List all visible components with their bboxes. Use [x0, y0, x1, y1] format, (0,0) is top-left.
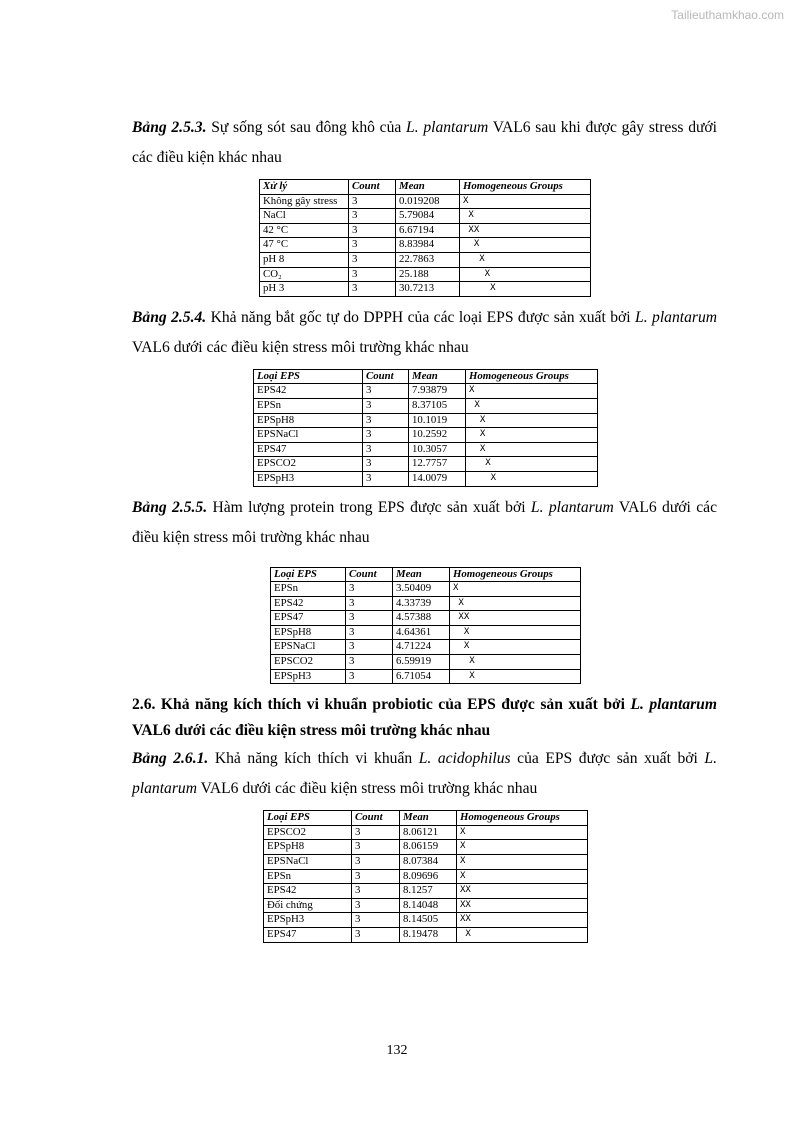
cell-hg: X: [450, 640, 581, 655]
cell-count: 3: [352, 898, 400, 913]
cell-hg: X: [466, 457, 598, 472]
cell-count: 3: [346, 669, 393, 684]
table-row: [254, 384, 598, 399]
cell-name: 47 °C: [260, 238, 349, 253]
cell-count: 3: [352, 869, 400, 884]
table-row: [260, 223, 591, 238]
cell-hg: X: [450, 669, 581, 684]
cell-name: EPSpH3: [264, 913, 352, 928]
cell-hg: X: [460, 252, 591, 267]
cell-count: 3: [346, 611, 393, 626]
cell-name: pH 3: [260, 282, 349, 297]
cell-hg: X: [450, 655, 581, 670]
cell-hg: X: [457, 840, 588, 855]
cell-hg: X: [457, 855, 588, 870]
cell-hg: X: [450, 596, 581, 611]
cell-hg: X: [450, 625, 581, 640]
cell-mean: 3.50409: [393, 582, 450, 597]
cell-hg: XX: [457, 913, 588, 928]
cell-hg: XX: [460, 223, 591, 238]
table-row: [271, 596, 581, 611]
caption-table-2-5-5: Bảng 2.5.5. Hàm lượng protein trong EPS được sản xuất bởi L. plantarum VAL6 dưới các điều kiện stress môi trường khác nhau: [132, 498, 717, 546]
cell-count: 3: [352, 840, 400, 855]
cell-hg: X: [466, 428, 598, 443]
cell-count: 3: [363, 428, 409, 443]
cell-name: EPSNaCl: [254, 428, 363, 443]
cell-mean: 12.7757: [409, 457, 466, 472]
cell-mean: 8.06121: [400, 825, 457, 840]
cell-hg: X: [457, 928, 588, 943]
table-header-row: Loại EPS Count Mean Homogeneous Groups: [254, 369, 598, 384]
cell-hg: X: [457, 869, 588, 884]
cell-mean: 8.07384: [400, 855, 457, 870]
cell-name: NaCl: [260, 209, 349, 224]
table-header-row: Loại EPS Count Mean Homogeneous Groups: [271, 567, 581, 582]
cell-count: 3: [349, 238, 396, 253]
section-heading-2-6: 2.6. Khả năng kích thích vi khuẩn probiotic của EPS được sản xuất bởi L. plantarum VAL6 dưới các điều kiện stress môi trường khác nhau: [132, 696, 717, 740]
table-row: [271, 640, 581, 655]
cell-count: 3: [349, 267, 396, 282]
table-row: [260, 209, 591, 224]
cell-count: 3: [363, 442, 409, 457]
cell-name: 42 °C: [260, 223, 349, 238]
cell-hg: X: [466, 413, 598, 428]
cell-hg: X: [466, 471, 598, 486]
cell-mean: 22.7863: [396, 252, 460, 267]
table-header-row: Loại EPS Count Mean Homogeneous Groups: [264, 811, 588, 826]
cell-name: EPSCO2: [254, 457, 363, 472]
cell-mean: 14.0079: [409, 471, 466, 486]
table-row: [264, 869, 588, 884]
cell-hg: X: [466, 384, 598, 399]
cell-mean: 4.57388: [393, 611, 450, 626]
cell-count: 3: [363, 471, 409, 486]
table-row: [260, 238, 591, 253]
cell-hg: XX: [450, 611, 581, 626]
cell-name: EPSNaCl: [264, 855, 352, 870]
cell-mean: 5.79084: [396, 209, 460, 224]
table-2-5-3: [259, 179, 591, 297]
cell-name: EPS42: [271, 596, 346, 611]
cell-name: EPS42: [254, 384, 363, 399]
table-row: [260, 267, 591, 282]
table-2-5-4: [253, 369, 598, 487]
table-row: [264, 898, 588, 913]
page-content: [132, 113, 717, 949]
table-row: [264, 840, 588, 855]
cell-hg: XX: [457, 884, 588, 899]
cell-name: EPSpH8: [254, 413, 363, 428]
table-row: [260, 282, 591, 297]
table-2-5-5: [270, 567, 581, 685]
cell-name: EPSpH3: [254, 471, 363, 486]
cell-name: EPSn: [264, 869, 352, 884]
cell-mean: 10.2592: [409, 428, 466, 443]
cell-mean: 6.67194: [396, 223, 460, 238]
cell-mean: 4.71224: [393, 640, 450, 655]
cell-mean: 25.188: [396, 267, 460, 282]
cell-name: EPSpH3: [271, 669, 346, 684]
cell-name: EPS47: [271, 611, 346, 626]
table-row: [264, 913, 588, 928]
table-row: [264, 884, 588, 899]
cell-name: EPSpH8: [271, 625, 346, 640]
cell-count: 3: [352, 884, 400, 899]
table-row: [271, 625, 581, 640]
cell-hg: X: [466, 442, 598, 457]
cell-name: EPS47: [264, 928, 352, 943]
cell-mean: 4.64361: [393, 625, 450, 640]
page-number: 132: [386, 1043, 408, 1058]
cell-count: 3: [349, 194, 396, 209]
cell-mean: 8.1257: [400, 884, 457, 899]
caption-table-2-6-1: Bảng 2.6.1. Khả năng kích thích vi khuẩn L. acidophilus của EPS được sản xuất bởi L. plantarum VAL6 dưới các điều kiện stress môi trường khác nhau: [132, 750, 717, 798]
cell-hg: X: [460, 282, 591, 297]
cell-count: 3: [349, 209, 396, 224]
cell-mean: 8.09696: [400, 869, 457, 884]
cell-name: EPSNaCl: [271, 640, 346, 655]
table-row: [254, 413, 598, 428]
caption-table-2-5-4: Bảng 2.5.4. Khả năng bắt gốc tự do DPPH của các loại EPS được sản xuất bởi L. plantarum VAL6 dưới các điều kiện stress môi trường khác nhau: [132, 308, 717, 356]
table-header-row: Xử lý Count Mean Homogeneous Groups: [260, 180, 591, 195]
cell-count: 3: [349, 252, 396, 267]
cell-mean: 8.37105: [409, 398, 466, 413]
cell-count: 3: [363, 457, 409, 472]
table-row: [254, 442, 598, 457]
cell-mean: 10.3057: [409, 442, 466, 457]
watermark: Tailieuthamkhao.com: [671, 8, 784, 22]
cell-mean: 6.71054: [393, 669, 450, 684]
table-2-6-1: [263, 810, 588, 942]
cell-count: 3: [346, 640, 393, 655]
cell-name: EPSn: [254, 398, 363, 413]
cell-hg: X: [466, 398, 598, 413]
caption-table-2-5-3: Bảng 2.5.3. Sự sống sót sau đông khô của L. plantarum VAL6 sau khi được gây stress dưới các điều kiện khác nhau: [132, 119, 718, 166]
table-row: [264, 928, 588, 943]
cell-count: 3: [363, 398, 409, 413]
table-row: [260, 194, 591, 209]
cell-count: 3: [346, 655, 393, 670]
table-row: [271, 669, 581, 684]
cell-name: EPSpH8: [264, 840, 352, 855]
cell-count: 3: [352, 825, 400, 840]
table-row: [260, 252, 591, 267]
cell-count: 3: [349, 282, 396, 297]
cell-mean: 8.19478: [400, 928, 457, 943]
cell-mean: 7.93879: [409, 384, 466, 399]
cell-count: 3: [363, 413, 409, 428]
cell-hg: X: [450, 582, 581, 597]
cell-count: 3: [352, 855, 400, 870]
cell-hg: X: [460, 194, 591, 209]
cell-count: 3: [349, 223, 396, 238]
table-row: [271, 611, 581, 626]
cell-hg: X: [457, 825, 588, 840]
cell-hg: XX: [457, 898, 588, 913]
cell-count: 3: [363, 384, 409, 399]
cell-name: EPSn: [271, 582, 346, 597]
cell-mean: 8.83984: [396, 238, 460, 253]
table-row: [264, 855, 588, 870]
table-row: [264, 825, 588, 840]
cell-mean: 6.59919: [393, 655, 450, 670]
cell-mean: 4.33739: [393, 596, 450, 611]
cell-count: 3: [346, 625, 393, 640]
cell-count: 3: [346, 582, 393, 597]
table-row: [271, 582, 581, 597]
cell-mean: 0.019208: [396, 194, 460, 209]
cell-name: EPS42: [264, 884, 352, 899]
cell-name: CO₂: [260, 267, 349, 282]
cell-name: Đối chứng: [264, 898, 352, 913]
cell-name: EPSCO2: [264, 825, 352, 840]
cell-mean: 8.14505: [400, 913, 457, 928]
cell-count: 3: [352, 928, 400, 943]
cell-name: Không gây stress: [260, 194, 349, 209]
cell-hg: X: [460, 238, 591, 253]
table-row: [271, 655, 581, 670]
cell-name: EPS47: [254, 442, 363, 457]
cell-count: 3: [346, 596, 393, 611]
cell-hg: X: [460, 267, 591, 282]
cell-mean: 30.7213: [396, 282, 460, 297]
table-row: [254, 428, 598, 443]
cell-count: 3: [352, 913, 400, 928]
cell-name: EPSCO2: [271, 655, 346, 670]
table-row: [254, 457, 598, 472]
table-row: [254, 398, 598, 413]
cell-name: pH 8: [260, 252, 349, 267]
cell-mean: 8.06159: [400, 840, 457, 855]
table-row: [254, 471, 598, 486]
cell-hg: X: [460, 209, 591, 224]
cell-mean: 10.1019: [409, 413, 466, 428]
cell-mean: 8.14048: [400, 898, 457, 913]
